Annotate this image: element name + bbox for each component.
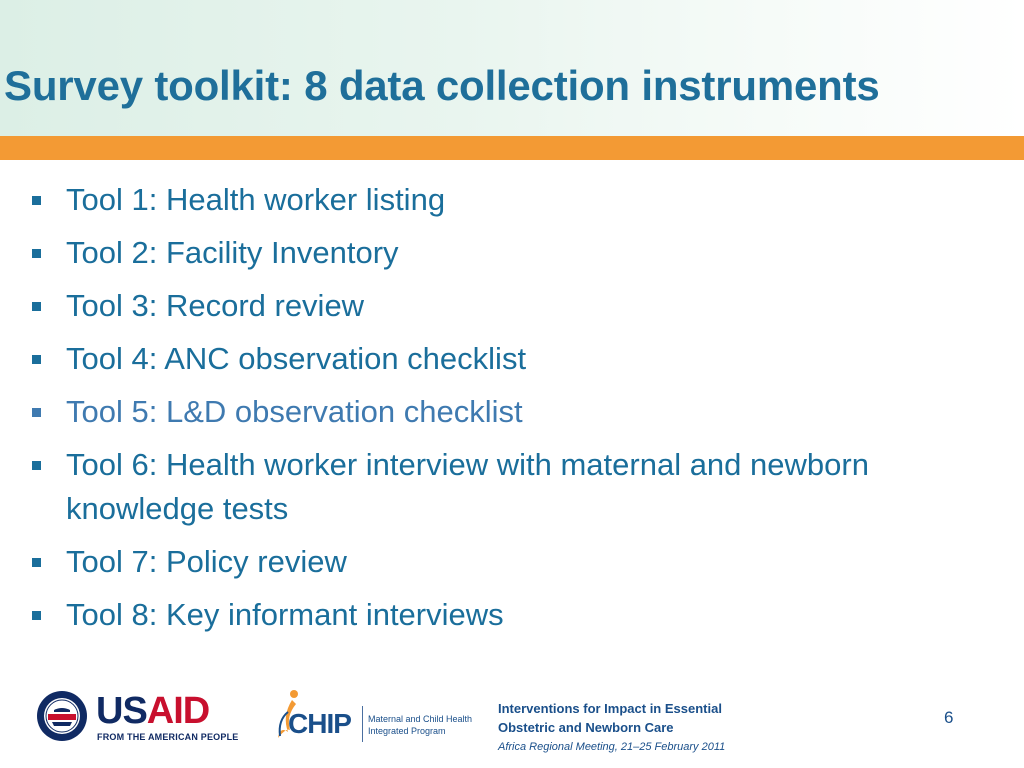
bullet-item (30, 337, 970, 381)
footer-event-info (498, 699, 725, 755)
square-bullet-icon (30, 284, 66, 328)
bullet-item (30, 593, 970, 637)
bullet-item (30, 540, 970, 584)
event-title-line1: Interventions for Impact in Essential (498, 701, 722, 716)
bullet-text: Tool 3: Record review (66, 288, 365, 323)
mchip-name-line1: Maternal and Child Health (368, 714, 473, 724)
mchip-wordmark: CHIP (288, 708, 351, 739)
accent-bar (0, 136, 1024, 160)
usaid-wordmark (96, 692, 209, 730)
bullet-item (30, 443, 970, 531)
bullet-list (30, 178, 970, 646)
mchip-program-name (368, 713, 478, 737)
usaid-wordmark-us: US (96, 690, 147, 732)
square-bullet-icon (30, 593, 66, 637)
usaid-tagline: FROM THE AMERICAN PEOPLE (97, 732, 239, 742)
bullet-text: Tool 4: ANC observation checklist (66, 341, 527, 376)
bullet-text: Tool 5: L&D observation checklist (66, 394, 523, 429)
mchip-name-line2: Integrated Program (368, 726, 446, 736)
bullet-text: Tool 2: Facility Inventory (66, 235, 399, 270)
usaid-wordmark-aid: AID (146, 690, 210, 732)
square-bullet-icon (30, 390, 66, 434)
bullet-text: Tool 6: Health worker interview with maternal and newborn knowledge tests (66, 447, 869, 526)
usaid-seal-icon (36, 690, 88, 742)
event-title-line2: Obstetric and Newborn Care (498, 720, 674, 735)
square-bullet-icon (30, 443, 66, 487)
bullet-item (30, 178, 970, 222)
bullet-text: Tool 1: Health worker listing (66, 182, 446, 217)
square-bullet-icon (30, 231, 66, 275)
mchip-logo (274, 686, 474, 750)
bullet-item (30, 284, 970, 328)
square-bullet-icon (30, 540, 66, 584)
bullet-text: Tool 8: Key informant interviews (66, 597, 504, 632)
square-bullet-icon (30, 337, 66, 381)
bullet-text: Tool 7: Policy review (66, 544, 347, 579)
event-meeting-date: Africa Regional Meeting, 21–25 February 2011 (498, 741, 726, 753)
page-number: 6 (944, 708, 954, 727)
mchip-divider (362, 706, 363, 742)
square-bullet-icon (30, 178, 66, 222)
slide-title: Survey toolkit: 8 data collection instruments (4, 62, 880, 109)
bullet-item (30, 390, 970, 434)
bullet-item (30, 231, 970, 275)
